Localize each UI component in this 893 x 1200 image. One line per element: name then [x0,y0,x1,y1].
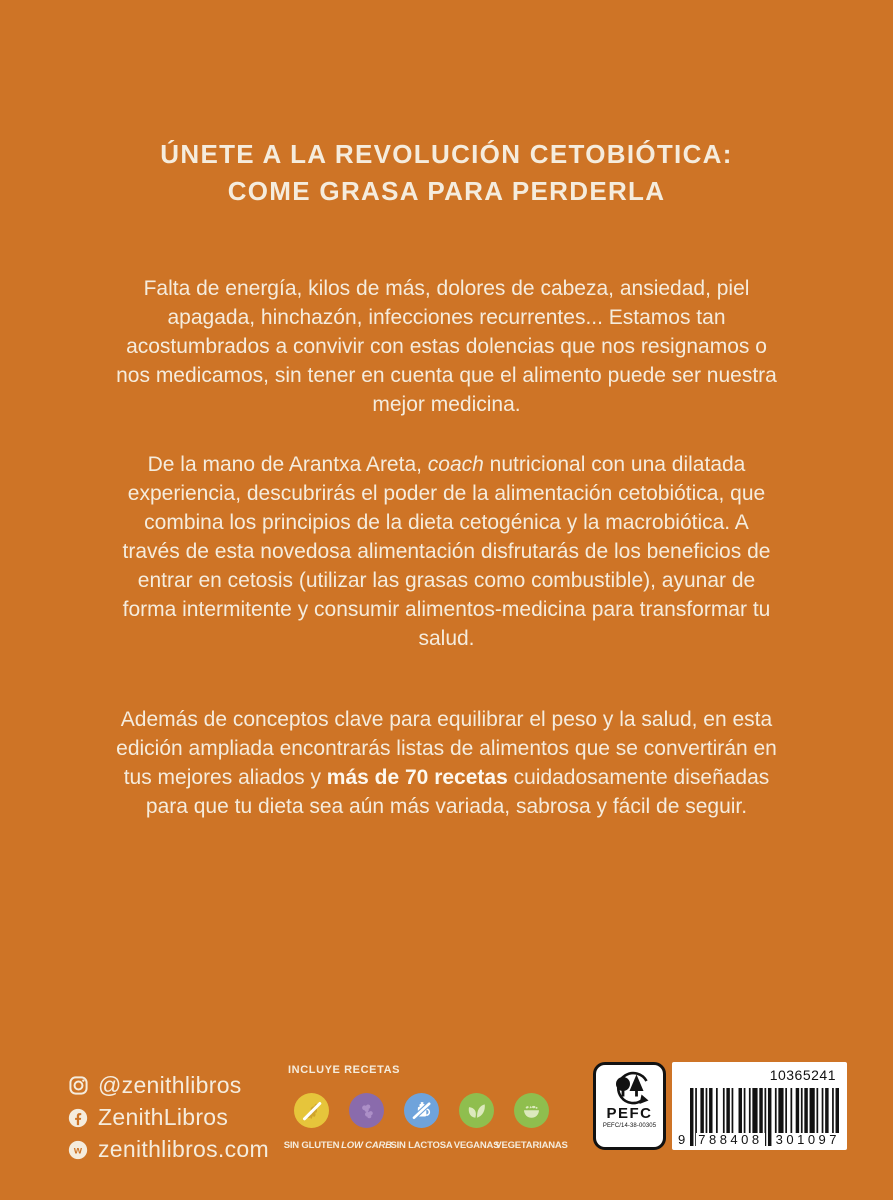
badge-sin-gluten [284,1093,339,1151]
blurb-paragraph-2 [116,450,777,653]
social-instagram-row [68,1072,269,1099]
blurb-paragraph-1: Falta de energía, kilos de más, dolores de cabeza, ansiedad, piel apagada, hinchazón, infecciones recurrentes... Estamos tan acostumbrados a convivir con estas dolencias que nos resignamos o nos medicamos, sin tener en cuenta que el alimento puede ser nuestra mejor medicina. [116,277,777,416]
badge-low-carb [339,1093,394,1151]
paragraph-3-bold-phrase: más de 70 recetas [326,766,508,789]
pefc-name: PEFC [606,1105,653,1122]
barcode-panel [672,1062,847,1150]
pefc-certification-mark [593,1062,666,1150]
blurb-title-line1: ÚNETE A LA REVOLUCIÓN CETOBIÓTICA: [160,139,733,169]
globe-w-icon [68,1140,88,1160]
badge-row [283,1093,568,1151]
badge-label-vegetarianas: VEGETARIANAS [495,1140,568,1151]
badge-label-sin-gluten: SIN GLUTEN [283,1140,340,1151]
paragraph-3-text-cont: cuidadosamente diseñadas para que tu dieta sea aún más variada, sabrosa y fácil de seguir. [145,766,770,818]
paragraph-2-text-cont: nutricional con una dilatada experiencia, descubrirás el poder de la alimentación cetobiótica, que combina los principios de la dieta cetogénica y la macrobiótica. A través de esta novedosa alimentación disfrutarás de los beneficios de entrar en cetosis (utilizar las grasas como combustible), ayunar de forma intermitente y consumir alimentos-medicina para transformar tu salud. [122,453,771,650]
facebook-handle: ZenithLibros [98,1104,229,1130]
blurb-paragraph-3 [116,705,777,821]
blurb-title [0,136,893,210]
badge-label-low-carb: LOW CARB [341,1140,392,1151]
social-web-row [68,1136,269,1163]
isbn-prefix: 9 [678,1132,686,1147]
social-links [68,1072,269,1163]
isbn-group-2: 301097 [775,1132,841,1147]
badge-sin-lactosa [390,1093,453,1151]
paragraph-3-text: Además de conceptos clave para equilibrar el peso y la salud, en esta edición ampliada encontrarás listas de alimentos que se convertirán en tus mejores aliados y [116,708,777,789]
paragraph-2-italic-word: coach [427,453,484,476]
svg-text:w: w [73,1145,83,1157]
pefc-trees-logo [608,1070,652,1106]
recipe-badges [283,1064,568,1151]
low-carb-icon [349,1093,384,1128]
instagram-handle: @zenithlibros [98,1072,242,1098]
lactose-free-icon [404,1093,439,1128]
badge-label-veganas: VEGANAS [453,1140,500,1151]
badge-label-sin-lactosa: SIN LACTOSA [390,1140,453,1151]
vegan-icon [459,1093,494,1128]
badge-vegetarianas [495,1093,568,1151]
isbn-group-1: 788408 [698,1132,763,1147]
isbn-digits [676,1133,842,1147]
instagram-icon [68,1076,88,1096]
blurb-title-line2: COME GRASA PARA PERDERLA [227,176,666,206]
pefc-code: PEFC/14-38-00305 [602,1123,657,1129]
website-url: zenithlibros.com [98,1136,269,1162]
barcode-bars-area [676,1088,843,1146]
gluten-free-icon [294,1093,329,1128]
barcode-top-number: 10365241 [769,1067,836,1083]
facebook-icon [68,1108,88,1128]
badges-header: INCLUYE RECETAS [288,1064,401,1076]
vegetarian-icon [514,1093,549,1128]
paragraph-2-text: De la mano de Arantxa Areta, [147,453,428,476]
social-facebook-row [68,1104,269,1131]
